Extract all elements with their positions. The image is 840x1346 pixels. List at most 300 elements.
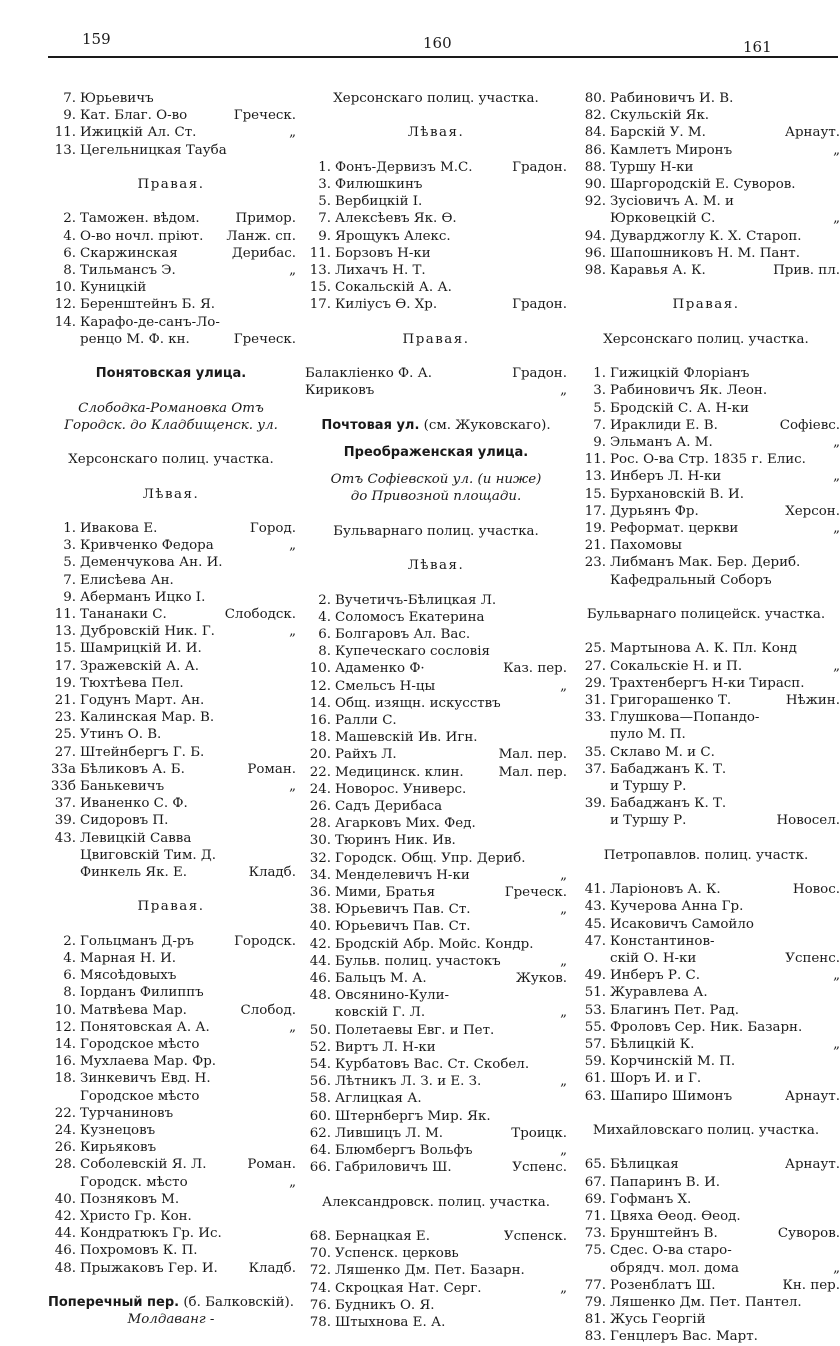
house-number: 53. xyxy=(584,1002,606,1018)
directory-entry xyxy=(305,832,567,849)
house-number: 74. xyxy=(309,1280,331,1296)
house-number: 6. xyxy=(318,626,331,642)
owner-name: Кривченко Федора xyxy=(80,538,214,554)
house-number: 1. xyxy=(318,159,331,175)
street-range: Слободка-Романовка Отъ xyxy=(78,400,264,416)
house-number: 17. xyxy=(584,503,606,519)
directory-entry xyxy=(305,712,567,729)
owner-name: ковскій Г. Л. xyxy=(335,1005,426,1021)
cross-street: Нѣжин. xyxy=(785,693,840,709)
house-number: 98. xyxy=(584,263,606,279)
house-number: 51. xyxy=(584,985,606,1001)
owner-name: скій О. Н-ки xyxy=(610,951,697,967)
owner-name: Рабиновичъ И. В. xyxy=(610,91,734,106)
owner-name: Сокальскіе Н. и П. xyxy=(610,658,743,674)
owner-name: Калинская Мар. В. xyxy=(80,710,215,726)
spacer xyxy=(305,400,567,417)
street-range: Отъ Софіевской ул. (и ниже) xyxy=(330,472,542,488)
owner-name: Банькевичъ xyxy=(80,779,165,795)
directory-entry xyxy=(305,936,567,953)
entry-line xyxy=(46,1088,296,1105)
page-header xyxy=(0,0,840,60)
owner-name: Турчаниновъ xyxy=(80,1105,174,1121)
owner-name: Смельсъ Н-цы xyxy=(335,678,436,694)
owner-name: Габриловичъ Ш. xyxy=(335,1160,452,1176)
directory-entry xyxy=(305,1073,567,1090)
directory-entry xyxy=(46,1002,296,1019)
street-reference xyxy=(305,417,567,434)
house-number: 7. xyxy=(63,91,76,106)
owner-name: Бѣликовъ А. Б. xyxy=(80,761,185,777)
directory-entry xyxy=(572,382,840,399)
column-left xyxy=(46,90,296,1328)
owner-name: Ляшенко Дм. Пет. Пантел. xyxy=(610,1295,802,1311)
entry-line xyxy=(305,1004,567,1021)
side-heading: Правая. xyxy=(402,331,470,347)
owner-name: Килiусъ Ѳ. Хр. xyxy=(335,297,438,313)
directory-entry xyxy=(46,107,296,124)
cross-street: Софіевс. xyxy=(779,417,840,433)
house-number: 14. xyxy=(54,1037,76,1053)
house-number: 11. xyxy=(54,125,76,141)
house-number: 35. xyxy=(584,744,606,760)
cross-street: „ xyxy=(289,1174,296,1190)
spacer xyxy=(305,434,567,444)
owner-name: Цегельницкая Тауба xyxy=(80,142,227,158)
house-number: 64. xyxy=(309,1143,331,1159)
house-number: 9. xyxy=(318,228,331,244)
owner-name: Мими, Братья xyxy=(335,885,436,901)
house-number: 63. xyxy=(584,1088,606,1104)
owner-name: Журавлева А. xyxy=(610,985,708,1001)
owner-name: Цвиговскій Тим. Д. xyxy=(80,847,217,863)
house-number: 13. xyxy=(54,142,76,158)
house-number: 25. xyxy=(584,641,606,657)
cross-street: Градон. xyxy=(512,159,567,175)
directory-entry xyxy=(305,193,567,210)
directory-entry xyxy=(46,744,296,761)
house-number: 18. xyxy=(309,730,331,746)
house-number: 33. xyxy=(584,710,606,726)
directory-entry xyxy=(305,1108,567,1125)
house-number: 21. xyxy=(584,538,606,554)
directory-entry xyxy=(305,1280,567,1297)
entry-line xyxy=(46,331,296,348)
owner-name: Скроцкая Нат. Серг. xyxy=(335,1280,482,1296)
directory-entry xyxy=(305,176,567,193)
owner-name: Мясоѣдовыхъ xyxy=(80,968,177,984)
owner-name: Гофманъ Х. xyxy=(610,1191,692,1207)
house-number: 54. xyxy=(309,1057,331,1073)
police-district: Херсонскаго полиц. участка. xyxy=(603,331,809,347)
owner-name: Машевскій Ив. Игн. xyxy=(335,730,478,746)
owner-name: Гольцманъ Д-ръ xyxy=(80,933,194,949)
owner-name: Лихачъ Н. Т. xyxy=(335,263,426,278)
owner-name: О-во ночл. пріют. xyxy=(80,228,204,244)
spacer xyxy=(46,468,296,485)
owner-name: Агарковъ Мих. Фед. xyxy=(335,816,476,832)
house-number: 9. xyxy=(63,589,76,605)
police-district: Херсонскаго полиц. участка. xyxy=(333,91,539,106)
cross-street: „ xyxy=(833,1037,840,1053)
house-number: 40. xyxy=(309,919,331,935)
owner-name: Новорос. Универс. xyxy=(335,781,467,797)
street-reference xyxy=(46,1294,296,1311)
directory-entry xyxy=(305,1228,567,1245)
owner-name: Бурхановскій В. И. xyxy=(610,486,744,502)
owner-name: Кирьяковъ xyxy=(80,1140,157,1156)
owner-name: Полетаевы Евг. и Пет. xyxy=(335,1022,495,1038)
cross-street: Суворов. xyxy=(777,1226,840,1242)
directory-entry xyxy=(572,451,840,468)
owner-name: Дурьянъ Фр. xyxy=(610,503,699,519)
directory-entry xyxy=(305,1159,567,1176)
directory-entry xyxy=(46,1208,296,1225)
owner-name: Болгаровъ Ал. Вас. xyxy=(335,626,471,642)
owner-name: Инберъ Р. С. xyxy=(610,968,700,984)
house-number: 59. xyxy=(584,1054,606,1070)
cross-street: „ xyxy=(560,1280,567,1296)
house-number: 6. xyxy=(63,968,76,984)
house-number: 34. xyxy=(309,867,331,883)
directory-entry xyxy=(46,1225,296,1242)
directory-entry xyxy=(572,640,840,657)
cross-street: Градон. xyxy=(512,366,567,382)
owner-name: Балакліенко Ф. А. xyxy=(305,366,433,382)
owner-name: обрядч. мол. дома xyxy=(610,1260,739,1276)
owner-name: Садъ Дерибаса xyxy=(335,799,443,814)
house-number: 70. xyxy=(309,1246,331,1262)
spacer xyxy=(572,864,840,881)
side-heading: Правая. xyxy=(137,177,205,192)
directory-entry xyxy=(46,1105,296,1122)
owner-name: Общ. изящн. искусствъ xyxy=(335,695,501,711)
house-number: 44. xyxy=(309,953,331,969)
column-center xyxy=(305,90,567,1331)
owner-name: Исаковичъ Самойло xyxy=(610,916,754,932)
directory-entry xyxy=(46,795,296,812)
house-number: 14. xyxy=(309,695,331,711)
directory-entry xyxy=(572,1277,840,1294)
house-number: 1. xyxy=(593,366,606,382)
house-number: 61. xyxy=(584,1071,606,1087)
owner-name: Лѣтникъ Л. З. и Е. З. xyxy=(335,1074,482,1090)
owner-name: Адаменко Ф· xyxy=(335,661,425,677)
directory-entry xyxy=(305,953,567,970)
cross-street: Роман. xyxy=(247,761,296,777)
directory-entry xyxy=(305,1039,567,1056)
cross-street: Новосел. xyxy=(776,813,840,829)
spacer xyxy=(305,142,567,159)
house-number: 8. xyxy=(63,985,76,1001)
owner-name: Успенск. церковь xyxy=(335,1246,459,1262)
house-number: 48. xyxy=(54,1260,76,1276)
owner-name: Реформат. церкви xyxy=(610,521,739,537)
owner-name: Дубровскій Ник. Г. xyxy=(80,624,215,640)
directory-entry xyxy=(46,812,296,829)
spacer xyxy=(46,503,296,520)
cross-street: „ xyxy=(833,435,840,451)
cross-street: Успенс. xyxy=(512,1160,567,1176)
house-number: 52. xyxy=(309,1039,331,1055)
house-number: 2. xyxy=(63,933,76,949)
directory-entry xyxy=(572,1174,840,1191)
owner-name: Вербицкій І. xyxy=(335,194,423,210)
owner-name: Туршу Н-ки xyxy=(610,159,694,175)
house-number: 75. xyxy=(584,1243,606,1259)
house-number: 58. xyxy=(309,1091,331,1107)
owner-name: Вучетичъ-Бѣлицкая Л. xyxy=(335,592,497,608)
owner-name: и Туршу Р. xyxy=(610,813,687,829)
directory-entry xyxy=(305,296,567,313)
cross-street: Градон. xyxy=(512,297,567,313)
house-number: 47. xyxy=(584,933,606,949)
spacer xyxy=(572,589,840,606)
directory-entry xyxy=(46,830,296,847)
column-right xyxy=(572,90,840,1346)
owner-name: Кириковъ xyxy=(305,383,375,399)
street-title: Преображенская улица. xyxy=(343,444,529,460)
directory-entry xyxy=(572,107,840,124)
directory-entry xyxy=(305,1314,567,1331)
cross-street: Мал. пер. xyxy=(498,747,567,763)
spacer xyxy=(572,623,840,640)
directory-entry xyxy=(305,764,567,781)
cross-street: „ xyxy=(289,538,296,554)
owner-name: Понятовская А. А. xyxy=(80,1019,210,1035)
house-number: 12. xyxy=(54,1019,76,1035)
cross-street: „ xyxy=(833,469,840,485)
owner-name: Камлетъ Миронъ xyxy=(610,142,733,158)
house-number: 24. xyxy=(54,1123,76,1139)
directory-entry xyxy=(572,658,840,675)
cross-street: „ xyxy=(560,867,567,883)
house-number: 83. xyxy=(584,1329,606,1345)
directory-entry xyxy=(46,1156,296,1173)
directory-entry xyxy=(46,1070,296,1087)
house-number: 42. xyxy=(309,936,331,952)
owner-name: Дуварджоглу К. Х. Староп. xyxy=(610,228,802,244)
directory-entry xyxy=(305,781,567,798)
house-number: 67. xyxy=(584,1174,606,1190)
owner-name: Либманъ Мак. Бер. Дериб. xyxy=(610,555,801,571)
owner-name: Бернацкая Е. xyxy=(335,1229,430,1245)
house-number: 4. xyxy=(318,609,331,625)
house-number: 57. xyxy=(584,1037,606,1053)
entry-line xyxy=(572,950,840,967)
directory-entry xyxy=(46,520,296,537)
spacer xyxy=(46,916,296,933)
directory-entry xyxy=(572,434,840,451)
spacer xyxy=(305,348,567,365)
spacer xyxy=(305,314,567,331)
owner-name: Куницкій xyxy=(80,280,147,296)
directory-entry xyxy=(46,709,296,726)
owner-name: Виртъ Л. Н-ки xyxy=(335,1039,436,1055)
directory-entry xyxy=(572,761,840,778)
house-number: 37. xyxy=(54,796,76,812)
owner-name: Тюхтѣева Пел. xyxy=(80,675,184,691)
directory-entry xyxy=(46,90,296,107)
street-name: Поперечный пер. xyxy=(48,1295,180,1311)
house-number: 27. xyxy=(584,658,606,674)
cross-street: „ xyxy=(289,624,296,640)
owner-name: Рабиновичъ Як. Леон. xyxy=(610,383,768,399)
directory-entry xyxy=(46,692,296,709)
house-number: 13. xyxy=(584,469,606,485)
cross-street: Прив. пл. xyxy=(773,263,840,279)
house-number: 1. xyxy=(63,520,76,536)
owner-name: ренцо М. Ф. кн. xyxy=(80,331,190,347)
owner-name: и Туршу Р. xyxy=(610,779,687,795)
entry-line xyxy=(572,726,840,743)
owner-name: Блюмбергъ Вольфъ xyxy=(335,1143,473,1159)
directory-entry xyxy=(305,884,567,901)
owner-name: Годунъ Март. Ан. xyxy=(80,693,205,708)
cross-street: „ xyxy=(560,1143,567,1159)
directory-entry xyxy=(305,1142,567,1159)
spacer xyxy=(305,506,567,523)
house-number: 4. xyxy=(63,228,76,244)
house-number: 12. xyxy=(54,297,76,313)
cross-street: Примор. xyxy=(235,211,296,227)
directory-entry xyxy=(46,245,296,262)
house-number: 22. xyxy=(54,1105,76,1121)
house-number: 50. xyxy=(309,1022,331,1038)
entry-line xyxy=(305,365,567,382)
house-number: 8. xyxy=(318,644,331,660)
house-number: 15. xyxy=(584,486,606,502)
directory-entry xyxy=(305,678,567,695)
house-number: 33а xyxy=(50,761,76,777)
house-number: 80. xyxy=(584,91,606,106)
owner-name: Менделевичъ Н-ки xyxy=(335,867,470,883)
owner-name: Инберъ Л. Н-ки xyxy=(610,469,722,485)
cross-street: Дерибас. xyxy=(231,245,296,261)
owner-name: Ираклиди Е. В. xyxy=(610,417,718,433)
cross-street: „ xyxy=(560,953,567,969)
owner-name: Прыжаковъ Гер. И. xyxy=(80,1260,218,1276)
side-heading: Лѣвая. xyxy=(142,486,200,502)
owner-name: Карафо-де-санъ-Ло- xyxy=(80,314,220,330)
directory-entry xyxy=(46,210,296,227)
house-number: 16. xyxy=(54,1054,76,1070)
owner-name: Шапошниковъ Н. М. Пант. xyxy=(610,245,800,261)
owner-name: Юрьевичъ Пав. Ст. xyxy=(335,902,471,918)
house-number: 38. xyxy=(309,902,331,918)
house-number: 23. xyxy=(584,555,606,571)
directory-entry xyxy=(305,279,567,296)
house-number: 72. xyxy=(309,1263,331,1279)
directory-entry xyxy=(572,520,840,537)
owner-name: Гижицкій Флоріанъ xyxy=(610,366,750,382)
directory-entry xyxy=(572,744,840,761)
directory-entry xyxy=(46,142,296,159)
street-note: (см. Жуковскаго). xyxy=(419,417,551,433)
house-number: 79. xyxy=(584,1295,606,1311)
house-number: 23. xyxy=(54,710,76,726)
cross-street: Троицк. xyxy=(511,1125,567,1141)
owner-name: Кафедральный Соборъ xyxy=(610,572,772,588)
entry-line xyxy=(46,864,296,881)
cross-street: Городск. xyxy=(234,933,296,949)
owner-name: Филюшкинъ xyxy=(335,176,423,192)
directory-entry xyxy=(572,1053,840,1070)
police-district: Бульварнаго полиц. участка. xyxy=(333,523,539,539)
directory-entry xyxy=(305,798,567,815)
cross-street: Мал. пер. xyxy=(498,764,567,780)
directory-entry xyxy=(46,778,296,795)
house-number: 7. xyxy=(63,572,76,588)
house-number: 5. xyxy=(63,555,76,571)
owner-name: Брунштейнъ В. xyxy=(610,1226,718,1242)
directory-entry xyxy=(572,486,840,503)
directory-entry xyxy=(572,537,840,554)
directory-entry xyxy=(46,1053,296,1070)
house-number: 17. xyxy=(309,297,331,313)
owner-name: Борзовъ Н-ки xyxy=(335,245,431,261)
spacer xyxy=(572,1139,840,1156)
house-number: 31. xyxy=(584,693,606,709)
directory-entry xyxy=(305,1022,567,1039)
cross-street: Ланж. сп. xyxy=(226,228,296,244)
entry-line xyxy=(46,847,296,864)
street-note: (б. Балковскій). xyxy=(179,1295,294,1311)
owner-name: Зусіовичъ А. М. и xyxy=(610,194,734,210)
house-number: 36. xyxy=(309,885,331,901)
house-number: 29. xyxy=(584,675,606,691)
directory-entry xyxy=(305,970,567,987)
house-number: 4. xyxy=(63,951,76,967)
house-number: 84. xyxy=(584,125,606,141)
street-name: Почтовая ул. xyxy=(321,417,420,433)
owner-name: Кат. Благ. О-во xyxy=(80,108,188,124)
directory-entry xyxy=(572,1156,840,1173)
owner-name: Барскій У. М. xyxy=(610,125,706,141)
house-number: 55. xyxy=(584,1019,606,1035)
house-number: 8. xyxy=(63,263,76,278)
directory-entry xyxy=(572,1225,840,1242)
owner-name: Цвяха Ѳеод. Ѳеод. xyxy=(610,1209,741,1225)
owner-name: Овсянино-Кули- xyxy=(335,988,450,1004)
cross-street: „ xyxy=(833,968,840,984)
house-number: 32. xyxy=(309,850,331,866)
spacer xyxy=(305,107,567,124)
house-number: 40. xyxy=(54,1191,76,1207)
house-number: 76. xyxy=(309,1297,331,1313)
owner-name: Тюринъ Ник. Ив. xyxy=(335,833,456,849)
owner-name: Штернбергъ Мир. Як. xyxy=(335,1108,491,1124)
owner-name: Иваненко С. Ф. xyxy=(80,796,188,812)
owner-name: пуло М. П. xyxy=(610,727,686,743)
house-number: 7. xyxy=(593,417,606,433)
directory-entry xyxy=(305,695,567,712)
directory-entry xyxy=(305,592,567,609)
house-number: 11. xyxy=(584,452,606,468)
house-number: 88. xyxy=(584,159,606,175)
directory-entry xyxy=(572,554,840,571)
owner-name: Юрьевичъ xyxy=(80,91,154,106)
directory-entry xyxy=(46,640,296,657)
owner-name: Таможен. вѣдом. xyxy=(80,211,200,227)
owner-name: Городское мѣсто xyxy=(80,1088,200,1104)
house-number: 73. xyxy=(584,1226,606,1242)
directory-entry xyxy=(305,1245,567,1262)
house-number: 3. xyxy=(318,176,331,192)
owner-name: Похромовъ К. П. xyxy=(80,1243,198,1259)
directory-entry xyxy=(572,124,840,141)
owner-name: Алексѣевъ Як. Ѳ. xyxy=(335,211,457,227)
